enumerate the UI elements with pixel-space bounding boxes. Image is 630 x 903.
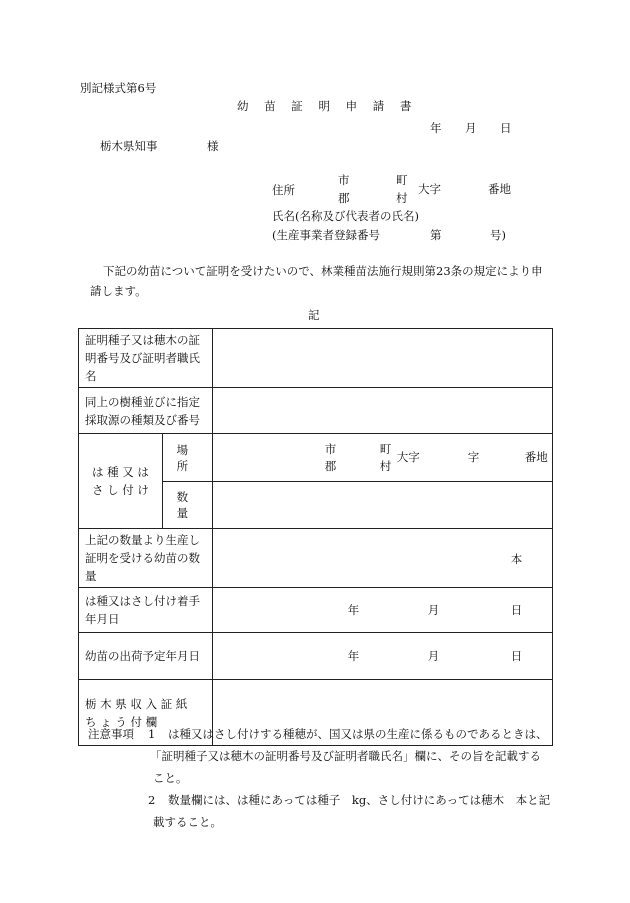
table-row	[79, 588, 553, 633]
addressee: 栃木県知事	[100, 139, 158, 153]
row-label-line: さ し 付 け	[91, 483, 149, 497]
place-aza: 字	[467, 450, 480, 464]
intro-line2: 請します。	[90, 284, 147, 298]
place-oaza: 大字	[396, 450, 420, 464]
row-label-line: 量	[85, 569, 97, 583]
unit-hon: 本	[510, 552, 523, 566]
form-number: 別記様式第6号	[80, 81, 157, 95]
row-label-line: は種又はさし付け着手	[85, 594, 200, 608]
place-banchi: 番地	[524, 450, 548, 464]
registration-label: (生産事業者登録番号	[272, 228, 380, 242]
row-label-line: 同上の樹種並びに指定	[85, 394, 200, 409]
address-banchi: 番地	[488, 182, 511, 196]
date-month: 月	[465, 121, 477, 135]
row-label-seedling-qty	[79, 529, 213, 588]
application-table	[78, 328, 553, 746]
row-label-ship-date: 幼苗の出荷予定年月日	[79, 633, 213, 680]
note-1-line1: は種又はさし付けする種穂が、国又は県の生産に係るものであるときは、	[168, 727, 548, 741]
seedling-qty-field[interactable]	[212, 529, 552, 588]
table-row	[79, 529, 553, 588]
note-1-line2: 「証明種子又は穂木の証明番号及び証明者職氏名」欄に、その旨を記載する	[150, 749, 541, 763]
quantity-field[interactable]	[212, 482, 552, 529]
note-2-number: 2	[148, 793, 156, 807]
row-label-start-date	[79, 588, 213, 633]
start-day: 日	[510, 603, 523, 617]
start-date-field[interactable]	[212, 588, 552, 633]
row-label-line: ち ょ う 付 欄	[85, 714, 158, 729]
row-label-line: 栃 木 県 収 入 証 紙	[85, 696, 188, 711]
address-label: 住所	[272, 183, 295, 197]
row-label-line: 明番号及び証明者職氏	[85, 351, 200, 365]
ki-label: 記	[308, 308, 320, 322]
quantity-label: 数 量	[162, 482, 212, 529]
name-label: 氏名(名称及び代表者の氏名)	[272, 209, 419, 223]
table-row	[79, 329, 553, 388]
address-town: 町	[396, 173, 408, 187]
species-field[interactable]	[212, 388, 552, 434]
start-month: 月	[427, 603, 440, 617]
address-village: 村	[396, 191, 408, 205]
row-label-line: は 種 又 は	[91, 465, 149, 479]
ship-date-field[interactable]	[212, 633, 552, 680]
note-2-line2: 載すること。	[153, 815, 222, 829]
place-village: 村	[379, 459, 392, 473]
table-row	[79, 388, 553, 434]
ship-month: 月	[427, 649, 440, 663]
place-county: 郡	[324, 459, 337, 473]
registration-go: 号)	[490, 228, 506, 242]
page-title: 幼 苗 証 明 申 請 書	[237, 99, 418, 113]
date-year: 年	[430, 121, 442, 135]
row-label-line: 名	[85, 369, 97, 383]
honorific: 様	[207, 139, 219, 153]
table-row	[79, 434, 553, 482]
address-city: 市	[338, 173, 350, 187]
place-town: 町	[379, 442, 392, 456]
table-row	[79, 633, 553, 680]
row-label-line: 採取源の種類及び番号	[85, 412, 200, 427]
seed-cert-field[interactable]	[212, 329, 552, 388]
note-2-line1: 数量欄には、は種にあっては種子 kg、さし付けにあっては穂木 本と記	[168, 793, 551, 807]
address-county: 郡	[338, 191, 350, 205]
place-field[interactable]	[212, 434, 552, 482]
notes-label: 注意事項	[88, 727, 134, 741]
row-label-seed-cert	[79, 329, 213, 388]
row-label-line: 年月日	[85, 612, 120, 626]
intro-line1: 下記の幼苗について証明を受けたいので、林業種苗法施行規則第23条の規定により申	[103, 264, 543, 278]
row-label-line: 証明を受ける幼苗の数	[85, 551, 200, 565]
place-city: 市	[324, 442, 337, 456]
registration-dai: 第	[430, 228, 442, 242]
note-1-number: 1	[148, 727, 156, 741]
row-label-sowing	[79, 434, 163, 529]
row-label-line: 証明種子又は穂木の証	[85, 333, 200, 347]
note-1-line3: こと。	[153, 771, 188, 785]
start-year: 年	[347, 603, 360, 617]
date-day: 日	[500, 121, 512, 135]
ship-day: 日	[510, 649, 523, 663]
row-label-species	[79, 388, 213, 434]
address-oaza: 大字	[418, 182, 441, 196]
row-label-line: 上記の数量より生産し	[85, 533, 200, 547]
place-label: 場 所	[162, 434, 212, 482]
ship-year: 年	[347, 649, 360, 663]
